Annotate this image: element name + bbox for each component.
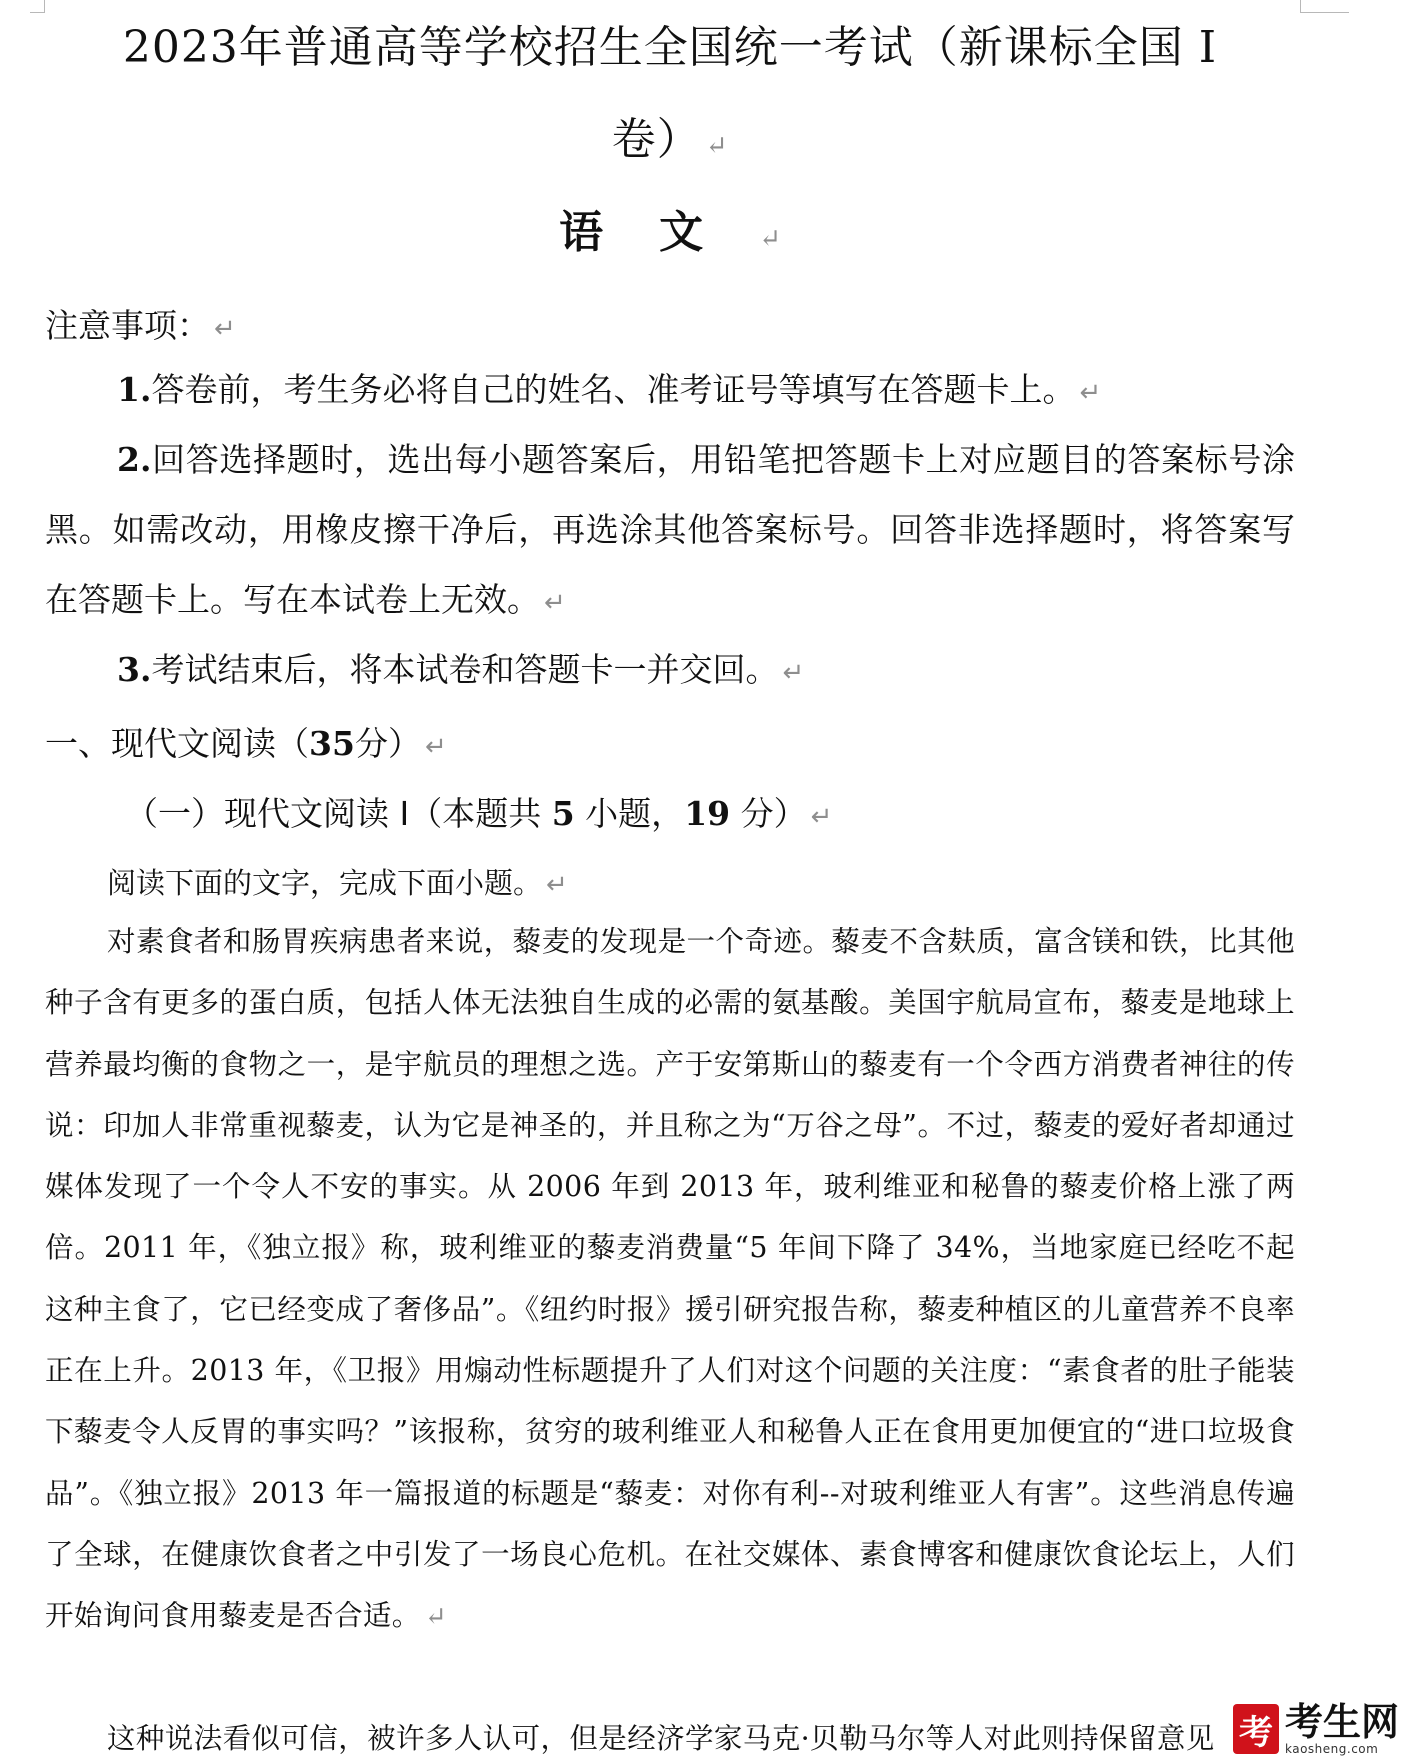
note-number: 1.	[117, 370, 152, 409]
paragraph-mark-icon: ↵	[759, 224, 781, 254]
note-number: 2.	[117, 440, 152, 479]
subsection-suffix: 分）	[730, 794, 807, 833]
subsection-heading	[125, 788, 832, 835]
note-item-2	[45, 425, 1295, 638]
section-score: 35	[309, 724, 355, 763]
logo-name: 考生网	[1285, 1700, 1400, 1744]
reading-instruction	[107, 861, 568, 902]
note-text: 回答选择题时，选出每小题答案后，用铅笔把答题卡上对应题目的答案标号涂黑。如需改动，用橡皮擦干净后，再选涂其他答案标号。回答非选择题时，将答案写在答题卡上。写在本试卷上无效。	[45, 440, 1295, 619]
section-heading	[45, 718, 447, 765]
notes-heading-text: 注意事项：	[45, 306, 210, 345]
note-text: 考试结束后，将本试卷和答题卡一并交回。	[151, 650, 779, 689]
instruction-text: 阅读下面的文字，完成下面小题。	[107, 866, 543, 900]
exam-title-line2	[45, 114, 1295, 168]
paragraph-mark-icon: ↵	[705, 131, 729, 161]
paragraph-mark-icon: ↵	[546, 870, 568, 900]
passage-text-1: 对素食者和肠胃疾病患者来说，藜麦的发现是一个奇迹。藜麦不含麸质，富含镁和铁，比其他种子含有更多的蛋白质，包括人体无法独自生成的必需的氨基酸。美国宇航局宣布，藜麦是地球上营养最均衡的食物之一，是宇航员的理想之选。产于安第斯山的藜麦有一个令西方消费者神往的传说：印加人非常重视藜麦，认为它是神圣的，并且称之为“万谷之母”。不过，藜麦的爱好者却通过媒体发现了一个令人不安的事实。从 2006 年到 2013 年，玻利维亚和秘鲁的藜麦价格上涨了两倍。2011 年，《独立报》称，玻利维亚的藜麦消费量“5 年间下降了 34%，当地家庭已经吃不起这种主食了，它已经变成了奢侈品”。《纽约时报》援引研究报告称，藜麦种植区的儿童营养不良率正在上升。2013 年，《卫报》用煽动性标题提升了人们对这个问题的关注度：“素食者的肚子能装下藜麦令人反胃的事实吗？”该报称，贫穷的玻利维亚人和秘鲁人正在食用更加便宜的“进口垃圾食品”。《独立报》2013 年一篇报道的标题是“藜麦：对你有利--对玻利维亚人有害”。这些消息传遍了全球，在健康饮食者之中引发了一场良心危机。在社交媒体、素食博客和健康饮食论坛上，人们开始询问食用藜麦是否合适。	[45, 925, 1295, 1633]
notes-heading	[45, 300, 236, 347]
paragraph-mark-icon: ↵	[544, 588, 566, 618]
exam-title-line1	[45, 22, 1295, 73]
exam-title-text1: 2023年普通高等学校招生全国统一考试（新课标全国 I	[122, 22, 1218, 73]
passage-paragraph-1	[45, 911, 1295, 1649]
paragraph-mark-icon: ↵	[214, 314, 236, 344]
crop-mark-left	[30, 0, 45, 13]
note-item-1	[45, 355, 1295, 428]
note-item-3	[45, 635, 1295, 708]
note-text: 答卷前，考生务必将自己的姓名、准考证号等填写在答题卡上。	[151, 370, 1076, 409]
crop-mark-right	[1300, 0, 1349, 13]
paragraph-mark-icon: ↵	[424, 732, 447, 762]
paragraph-mark-icon: ↵	[1079, 378, 1102, 408]
note-number: 3.	[117, 650, 152, 689]
site-watermark-logo	[1233, 1695, 1416, 1763]
subsection-prefix: （一）现代文阅读 I（本题共	[125, 794, 552, 833]
section-prefix: 一、现代文阅读（	[45, 724, 309, 763]
paragraph-mark-icon: ↵	[782, 658, 805, 688]
section-suffix: 分）	[354, 724, 421, 763]
passage-paragraph-2	[45, 1708, 1295, 1763]
logo-domain: kaosheng.com	[1285, 1742, 1379, 1756]
paragraph-mark-icon: ↵	[424, 1602, 447, 1633]
logo-mark-icon: 考	[1233, 1704, 1279, 1754]
paragraph-mark-icon: ↵	[810, 802, 833, 832]
logo-text	[1285, 1702, 1399, 1756]
subject-title	[45, 207, 1295, 261]
subsection-score: 19	[684, 794, 731, 833]
exam-title-text2: 卷）	[611, 114, 702, 165]
subsection-middle: 小题，	[574, 794, 685, 833]
subject-char-1: 语	[559, 207, 604, 258]
passage-text-2: 这种说法看似可信，被许多人认可，但是经济学家马克·贝勒马尔等人对此则持保留意见	[107, 1722, 1215, 1755]
subsection-count: 5	[551, 794, 575, 833]
subject-char-2: 文	[659, 207, 704, 258]
